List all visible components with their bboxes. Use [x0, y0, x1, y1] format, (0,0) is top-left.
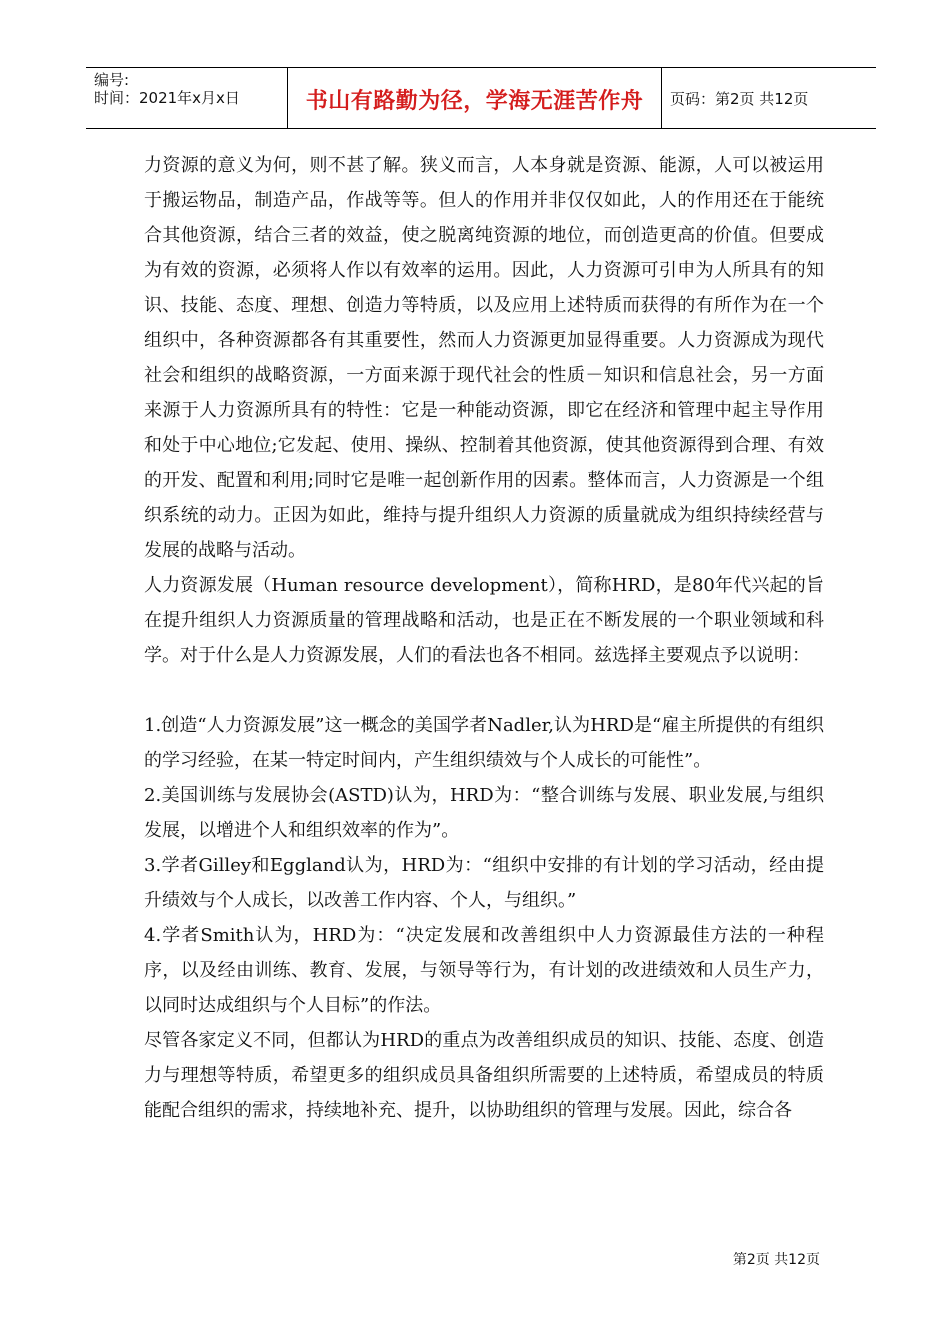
document-number-label: 编号:: [94, 71, 130, 89]
body-paragraph: 人力资源发展（Human resource development），简称HRD，是80年代兴起的旨在提升组织人力资源质量的管理战略和活动，也是正在不断发展的一个职业领域和科学。对于什么是人力资源发展，人们的看法也各不相同。兹选择主要观点予以说明：: [144, 575, 824, 666]
blank-line: [144, 673, 824, 708]
header-motto-cell: [288, 68, 662, 128]
header-motto: 书山有路勤为径，学海无涯苦作舟: [305, 88, 644, 114]
document-body: [144, 148, 824, 1128]
body-paragraph: 尽管各家定义不同，但都认为HRD的重点为改善组织成员的知识、技能、态度、创造力与理想等特质，希望更多的组织成员具备组织所需要的上述特质，希望成员的特质能配合组织的需求，持续地补充、提升，以协助组织的管理与发展。因此，综合各: [144, 1030, 824, 1121]
header-page-label: 页码：第2页 共12页: [670, 89, 809, 108]
definition-item: 3.学者Gilley和Eggland认为，HRD为：“组织中安排的有计划的学习活动，经由提升绩效与个人成长，以改善工作内容、个人，与组织。”: [144, 855, 824, 911]
header-meta: [86, 68, 288, 128]
page-footer: 第2页 共12页: [732, 1252, 820, 1268]
page-header: [86, 67, 876, 129]
document-date-label: 时间：2021年x月x日: [94, 89, 240, 107]
definition-item: 2.美国训练与发展协会(ASTD)认为，HRD为：“整合训练与发展、职业发展,与组织发展，以增进个人和组织效率的作为”。: [144, 785, 824, 841]
header-page-cell: [662, 68, 876, 128]
definition-item: 4.学者Smith认为，HRD为：“决定发展和改善组织中人力资源最佳方法的一种程序，以及经由训练、教育、发展，与领导等行为，有计划的改进绩效和人员生产力，以同时达成组织与个人目标”的作法。: [144, 925, 824, 1016]
body-paragraph: 力资源的意义为何，则不甚了解。狭义而言，人本身就是资源、能源，人可以被运用于搬运物品，制造产品，作战等等。但人的作用并非仅仅如此，人的作用还在于能统合其他资源，结合三者的效益，使之脱离纯资源的地位，而创造更高的价值。但要成为有效的资源，必须将人作以有效率的运用。因此，人力资源可引申为人所具有的知识、技能、态度、理想、创造力等特质，以及应用上述特质而获得的有所作为在一个组织中，各种资源都各有其重要性，然而人力资源更加显得重要。人力资源成为现代社会和组织的战略资源，一方面来源于现代社会的性质－知识和信息社会，另一方面来源于人力资源所具有的特性：它是一种能动资源，即它在经济和管理中起主导作用和处于中心地位;它发起、使用、操纵、控制着其他资源，使其他资源得到合理、有效的开发、配置和利用;同时它是唯一起创新作用的因素。整体而言，人力资源是一个组织系统的动力。正因为如此，维持与提升组织人力资源的质量就成为组织持续经营与发展的战略与活动。: [144, 155, 824, 561]
definition-item: 1.创造“人力资源发展”这一概念的美国学者Nadler,认为HRD是“雇主所提供的有组织的学习经验，在某一特定时间内，产生组织绩效与个人成长的可能性”。: [144, 715, 824, 771]
